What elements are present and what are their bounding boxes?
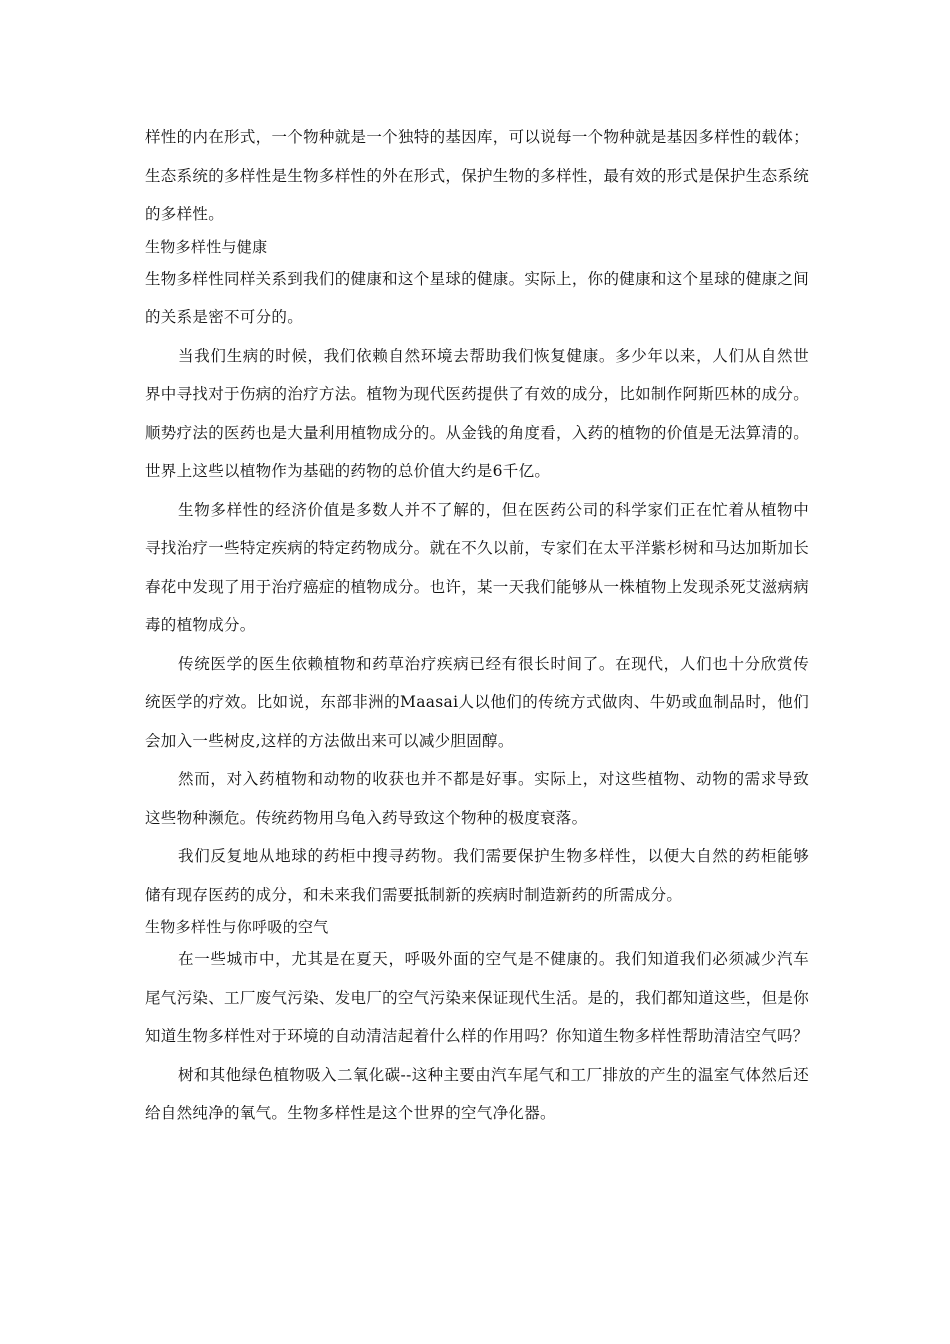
paragraph-medicine-cabinet: 我们反复地从地球的药柜中搜寻药物。我们需要保护生物多样性，以便大自然的药柜能够储有现存医药的成分，和未来我们需要抵制新的疾病时制造新药的所需成分。: [145, 847, 809, 904]
paragraph-economic-value: 生物多样性的经济价值是多数人并不了解的，但在医药公司的科学家们正在忙着从植物中寻找治疗一些特定疾病的特定药物成分。就在不久以前，专家们在太平洋紫杉树和马达加斯加长春花中发现了用于治疗癌症的植物成分。也许，某一天我们能够从一株植物上发现杀死艾滋病病毒的植物成分。: [145, 500, 809, 634]
paragraph-traditional-medicine: 传统医学的医生依赖植物和药草治疗疾病已经有很长时间了。在现代，人们也十分欣赏传统医学的疗效。比如说，东部非洲的Maasai人以他们的传统方式做肉、牛奶或血制品时，他们会加入一些树皮,这样的方法做出来可以减少胆固醇。: [145, 654, 809, 750]
paragraph-air-pollution: 在一些城市中，尤其是在夏天，呼吸外面的空气是不健康的。我们知道我们必须减少汽车尾气污染、工厂废气污染、发电厂的空气污染来保证现代生活。是的，我们都知道这些，但是你知道生物多样性对于环境的自动清洁起着什么样的作用吗？你知道生物多样性帮助清洁空气吗？: [145, 950, 809, 1045]
paragraph-biodiversity-forms: 样性的内在形式，一个物种就是一个独特的基因库，可以说每一个物种就是基因多样性的载体；生态系统的多样性是生物多样性的外在形式，保护生物的多样性，最有效的形式是保护生态系统的多样性。: [145, 128, 809, 223]
paragraph-air-purifier: 树和其他绿色植物吸入二氧化碳--这种主要由汽车尾气和工厂排放的产生的温室气体然后还给自然纯净的氧气。生物多样性是这个世界的空气净化器。: [145, 1065, 809, 1122]
paragraph-health-intro: 生物多样性同样关系到我们的健康和这个星球的健康。实际上，你的健康和这个星球的健康之间的关系是密不可分的。: [145, 269, 809, 326]
section-heading-health: 生物多样性与健康: [145, 237, 268, 256]
paragraph-harvest-endangered: 然而，对入药植物和动物的收获也并不都是好事。实际上，对这些植物、动物的需求导致这些物种濒危。传统药物用乌龟入药导致这个物种的极度衰落。: [145, 770, 809, 827]
section-heading-air: 生物多样性与你呼吸的空气: [145, 918, 329, 936]
document-body: [145, 118, 809, 1133]
paragraph-medicine-plants: 当我们生病的时候，我们依赖自然环境去帮助我们恢复健康。多少年以来，人们从自然世界中寻找对于伤病的治疗方法。植物为现代医药提供了有效的成分，比如制作阿斯匹林的成分。顺势疗法的医药也是大量利用植物成分的。从金钱的角度看，入药的植物的价值是无法算清的。世界上这些以植物作为基础的药物的总价值大约是6千亿。: [145, 346, 809, 480]
